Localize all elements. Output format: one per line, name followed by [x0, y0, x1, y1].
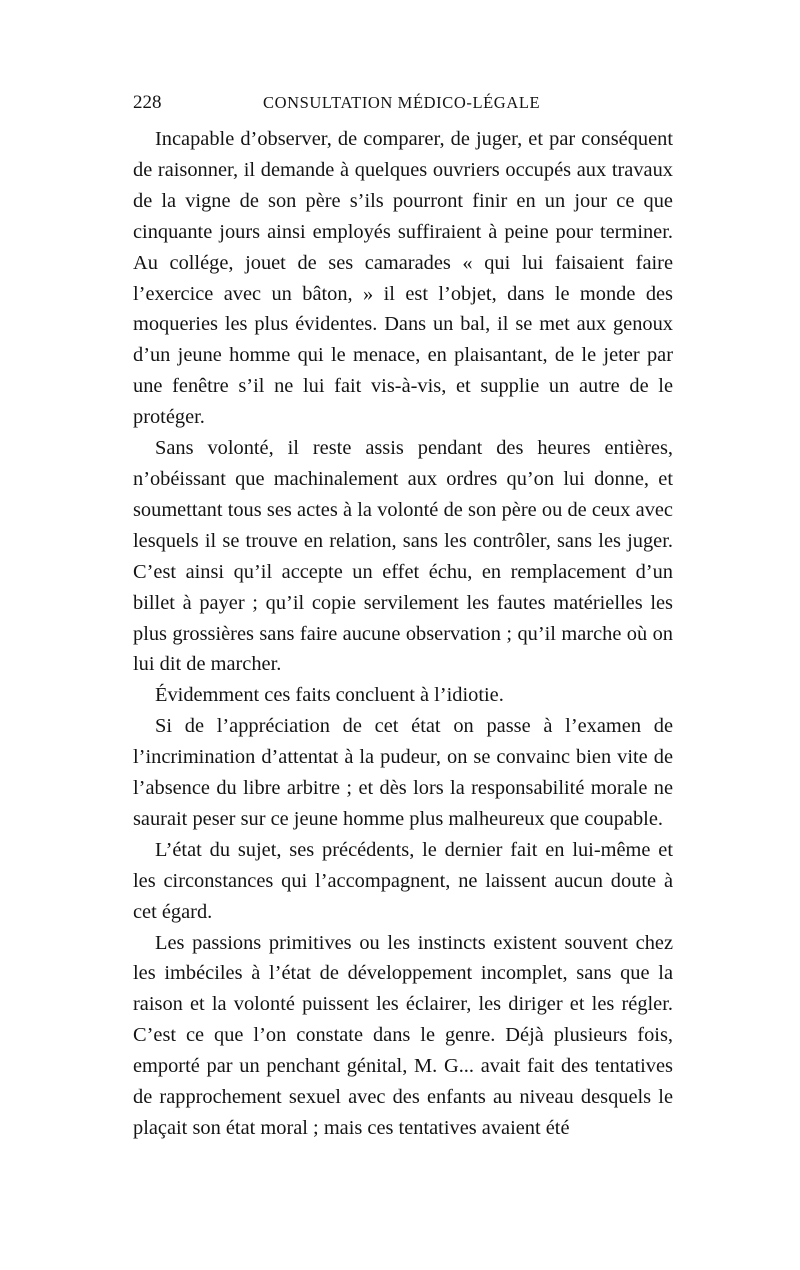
paragraph: Évidemment ces faits concluent à l’idiotie. [155, 684, 504, 707]
paragraph: Sans volonté, il reste assis pendant des heures entières, n’obéissant que machinalement aux ordres qu’on lui donne, et soumettant tous ses actes à la volonté de son père ou de ceux avec lesquels il se trouve en relation, sans les contrôler, sans les juger. C’est ainsi qu’il accepte un effet échu, en remplacement d’un billet à payer ; qu’il copie servilement les fautes matérielles les plus grossières sans faire aucune observation ; qu’il marche où on lui dit de marcher. [133, 437, 673, 676]
running-title: CONSULTATION MÉDICO-LÉGALE [263, 93, 541, 112]
paragraph: Si de l’appréciation de cet état on passe à l’examen de l’incrimination d’attentat à la pudeur, on se convainc bien vite de l’absence du libre arbitre ; et dès lors la responsabilité morale ne saurait peser sur ce jeune homme plus malheureux que coupable. [133, 715, 673, 830]
paragraph: L’état du sujet, ses précédents, le dernier fait en lui-même et les circonstances qui l’accompagnent, ne laissent aucun doute à cet égard. [133, 838, 673, 923]
paragraph: Incapable d’observer, de comparer, de juger, et par conséquent de raisonner, il demande à quelques ouvriers occupés aux travaux de la vigne de son père s’ils pourront finir en un jour ce que cinquante jours ainsi employés suffiraient à peine pour terminer. Au collége, jouet de ses camarades « qui lui faisaient faire l’exercice avec un bâton, » il est l’objet, dans le monde des moqueries les plus évidentes. Dans un bal, il se met aux genoux d’un jeune homme qui le menace, en plaisantant, de le jeter par une fenêtre s’il ne lui fait vis-à-vis, et supplie un autre de le protéger. [133, 128, 673, 429]
body-text [133, 124, 673, 1144]
paragraph: Les passions primitives ou les instincts existent souvent chez les imbéciles à l’état de développement incomplet, sans que la raison et la volonté puissent les éclairer, les diriger et les régler. C’est ce que l’on constate dans le genre. Déjà plusieurs fois, emporté par un penchant génital, M. G... avait fait des tentatives de rapprochement sexuel avec des enfants au niveau desquels le plaçait son état moral ; mais ces tentatives avaient été [133, 931, 673, 1139]
page-number: 228 [133, 92, 162, 113]
page-header [133, 92, 673, 122]
